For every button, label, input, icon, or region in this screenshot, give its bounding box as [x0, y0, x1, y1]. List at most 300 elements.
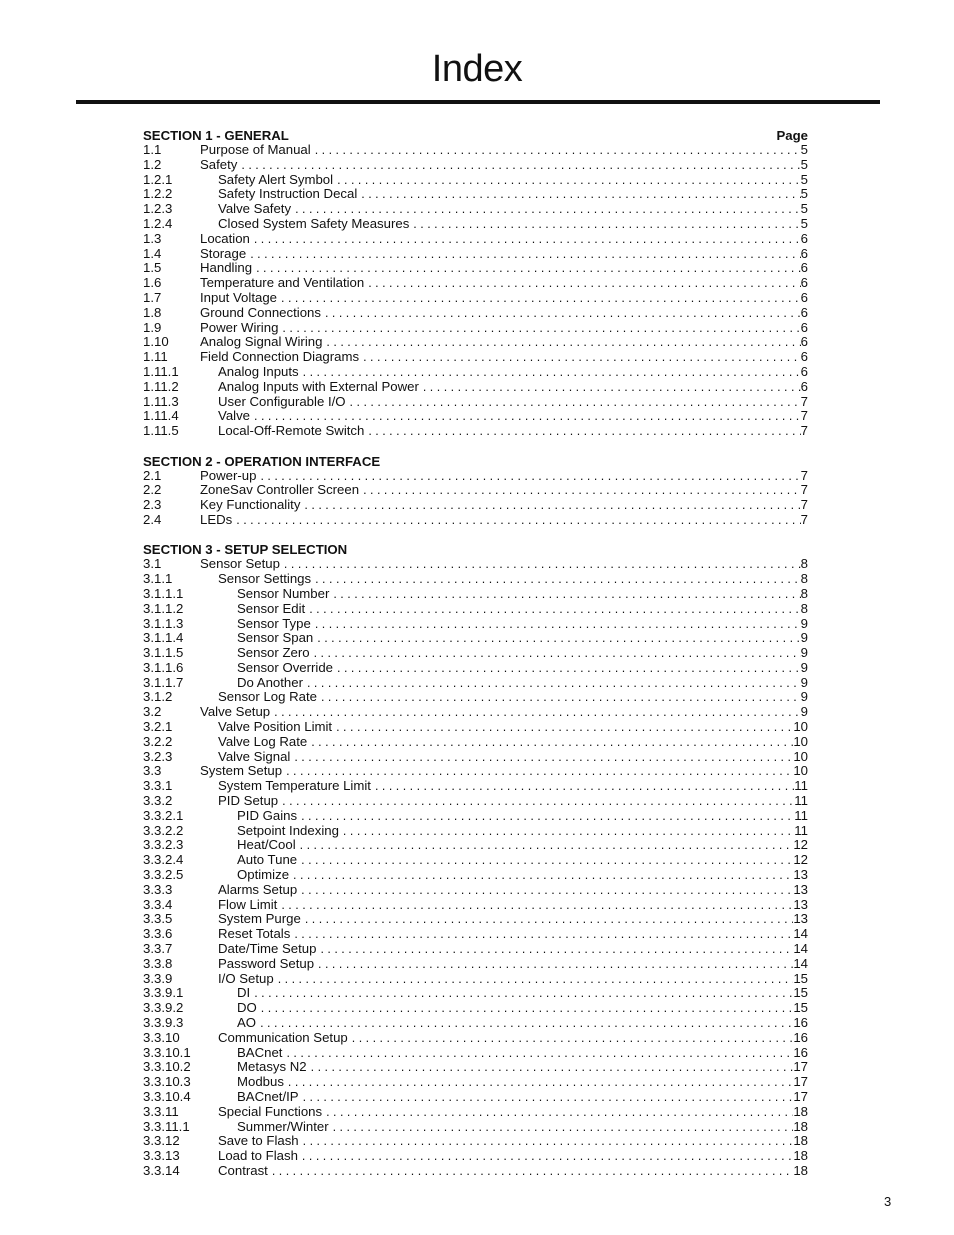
- dot-leader: [363, 350, 801, 365]
- dot-leader: [304, 498, 800, 513]
- toc-entry-number: 1.2.3: [143, 201, 173, 217]
- toc-entry-label: Safety Instruction Decal: [218, 187, 358, 202]
- toc-entry-label: Communication Setup: [218, 1030, 348, 1045]
- toc-entry-number: 1.11.2: [143, 378, 179, 394]
- dot-leader: [303, 365, 801, 380]
- toc-entry-label: System Setup: [200, 764, 283, 779]
- toc-entry[interactable]: [143, 838, 808, 853]
- toc-entry-label: Local-Off-Remote Switch: [218, 424, 365, 439]
- title-rule: [76, 100, 880, 104]
- toc-entry-number: 3.1.1.1: [143, 585, 184, 601]
- toc-entry-page: 7: [800, 483, 808, 498]
- toc-entry-label: Do Another: [237, 675, 303, 690]
- toc-entry-line: [237, 1075, 808, 1090]
- toc-entry-label: Input Voltage: [200, 290, 277, 305]
- toc-entry[interactable]: [143, 1031, 808, 1046]
- toc-entry-label: Valve Setup: [200, 705, 271, 720]
- toc-entry[interactable]: [143, 1105, 808, 1120]
- toc-entry-line: [218, 720, 808, 735]
- toc-entry-label: Analog Inputs with External Power: [218, 379, 419, 394]
- toc-entry-label: Alarms Setup: [218, 882, 298, 897]
- toc-entry-line: [218, 927, 808, 942]
- toc-entry[interactable]: [143, 676, 808, 691]
- toc-entry-page: 7: [800, 424, 808, 439]
- toc-entry[interactable]: [143, 1120, 808, 1135]
- toc-entry-line: [218, 912, 808, 927]
- toc-entry[interactable]: [143, 942, 808, 957]
- toc-entry[interactable]: [143, 572, 808, 587]
- toc-entry-line: [218, 380, 808, 395]
- dot-leader: [241, 158, 800, 173]
- toc-entry-number: 3.3.2.5: [143, 867, 184, 883]
- dot-leader: [343, 824, 794, 839]
- toc-entry-line: [237, 809, 808, 824]
- toc-entry-line: [237, 868, 808, 883]
- toc-entry[interactable]: [143, 350, 808, 365]
- dot-leader: [293, 868, 793, 883]
- toc-entry-number: 3.3.1: [143, 778, 173, 794]
- toc-entry-line: [218, 794, 808, 809]
- toc-entry-page: 7: [800, 468, 808, 483]
- toc-entry[interactable]: [143, 794, 808, 809]
- toc-entry-page: 17: [793, 1060, 808, 1075]
- toc-entry-line: [218, 572, 808, 587]
- toc-entry[interactable]: [143, 557, 808, 572]
- toc-entry[interactable]: [143, 972, 808, 987]
- toc-entry-label: Reset Totals: [218, 927, 291, 942]
- toc-entry-number: 3.3.2.1: [143, 807, 184, 823]
- toc-entry[interactable]: [143, 912, 808, 927]
- toc-entry-line: [200, 335, 808, 350]
- toc-entry[interactable]: [143, 883, 808, 898]
- page-title: Index: [431, 48, 523, 90]
- toc-entry[interactable]: [143, 779, 808, 794]
- toc-entry-label: PID Gains: [237, 808, 298, 823]
- toc-entry-line: [218, 690, 808, 705]
- toc-entry-page: 11: [794, 779, 808, 794]
- dot-leader: [318, 957, 793, 972]
- section-heading: [143, 128, 808, 143]
- toc-entry-page: 6: [800, 320, 808, 335]
- toc-entry-number: 3.3.2.2: [143, 822, 184, 838]
- toc-entry-label: DI: [237, 986, 251, 1001]
- toc-entry[interactable]: [143, 483, 808, 498]
- toc-entry-number: 1.5: [143, 260, 162, 276]
- toc-entry-line: [237, 1090, 808, 1105]
- toc-entry-number: 3.3.2.4: [143, 852, 184, 868]
- toc-entry-number: 3.3.9.1: [143, 985, 184, 1001]
- dot-leader: [295, 202, 801, 217]
- toc-entry-label: Heat/Cool: [237, 838, 296, 853]
- toc-entry[interactable]: [143, 261, 808, 276]
- toc-entry-page: 15: [793, 1001, 808, 1016]
- toc-entry[interactable]: [143, 720, 808, 735]
- toc-entry-label: Closed System Safety Measures: [218, 216, 410, 231]
- toc-entry-label: Valve Position Limit: [218, 720, 333, 735]
- dot-leader: [375, 779, 794, 794]
- toc-entry-label: Valve Safety: [218, 202, 292, 217]
- dot-leader: [254, 986, 793, 1001]
- toc-entry-page: 12: [793, 838, 808, 853]
- toc-entry-number: 3.1: [143, 556, 162, 572]
- toc-entry-line: [237, 631, 808, 646]
- page-column-header: Page: [776, 128, 808, 143]
- toc-entry-line: [218, 942, 808, 957]
- toc-entry-line: [218, 1031, 808, 1046]
- dot-leader: [274, 705, 801, 720]
- toc-entry-line: [218, 409, 808, 424]
- toc-entry-line: [237, 587, 808, 602]
- dot-leader: [350, 395, 801, 410]
- toc-entry-line: [218, 173, 808, 188]
- toc-entry-label: Metasys N2: [237, 1060, 307, 1075]
- dot-leader: [256, 261, 801, 276]
- dot-leader: [254, 232, 801, 247]
- toc-entry-page: 11: [794, 823, 808, 838]
- toc-entry-page: 16: [793, 1045, 808, 1060]
- toc-entry-line: [218, 972, 808, 987]
- toc-entry-line: [200, 513, 808, 528]
- toc-entry-number: 1.4: [143, 245, 162, 261]
- toc-entry-line: [218, 365, 808, 380]
- toc-entry-number: 1.11.4: [143, 408, 179, 424]
- toc-entry-page: 8: [800, 572, 808, 587]
- toc-entry-number: 1.9: [143, 319, 162, 335]
- toc-entry-page: 6: [800, 364, 808, 379]
- toc-entry[interactable]: [143, 735, 808, 750]
- toc-entry-line: [200, 247, 808, 262]
- dot-leader: [368, 276, 800, 291]
- dot-leader: [314, 646, 801, 661]
- toc-entry-page: 14: [793, 927, 808, 942]
- toc-entry[interactable]: [143, 380, 808, 395]
- toc-entry-label: Save to Flash: [218, 1134, 299, 1149]
- toc-entry[interactable]: [143, 395, 808, 410]
- toc-entry-line: [237, 646, 808, 661]
- toc-entry-number: 1.11: [143, 349, 168, 365]
- toc-entry-label: Sensor Log Rate: [218, 690, 317, 705]
- toc-entry[interactable]: [143, 1016, 808, 1031]
- toc-entry[interactable]: [143, 335, 808, 350]
- section-spacer: [143, 439, 808, 454]
- toc-entry[interactable]: [143, 276, 808, 291]
- toc-entry-number: 3.3.11: [143, 1103, 179, 1119]
- toc-entry-label: BACnet/IP: [237, 1090, 299, 1104]
- toc-entry-label: Sensor Number: [237, 586, 330, 601]
- dot-leader: [307, 676, 801, 691]
- dot-leader: [303, 1090, 794, 1105]
- toc-entry-line: [200, 705, 808, 720]
- toc-entry-line: [218, 1134, 808, 1149]
- toc-entry-line: [200, 261, 808, 276]
- toc-entry-page: 5: [800, 187, 808, 202]
- toc-entry[interactable]: [143, 1060, 808, 1075]
- dot-leader: [363, 483, 801, 498]
- toc-entry[interactable]: [143, 587, 808, 602]
- toc-entry[interactable]: [143, 469, 808, 484]
- toc-entry-page: 13: [793, 912, 808, 927]
- dot-leader: [261, 1001, 794, 1016]
- toc-entry-label: Analog Signal Wiring: [200, 335, 323, 350]
- dot-leader: [315, 572, 801, 587]
- toc-entry-page: 18: [793, 1134, 808, 1149]
- toc-entry[interactable]: [143, 690, 808, 705]
- dot-leader: [321, 690, 801, 705]
- toc-entry-line: [200, 306, 808, 321]
- toc-entry-label: Date/Time Setup: [218, 942, 317, 957]
- toc-entry-label: AO: [237, 1016, 257, 1031]
- dot-leader: [301, 883, 793, 898]
- toc-entry-number: 3.3.8: [143, 955, 173, 971]
- toc-entry-number: 3.1.1: [143, 571, 173, 587]
- toc-entry-page: 10: [793, 720, 808, 735]
- toc-entry[interactable]: [143, 173, 808, 188]
- dot-leader: [337, 661, 801, 676]
- toc-entry[interactable]: [143, 187, 808, 202]
- toc-entry-number: 3.3.11.1: [143, 1118, 190, 1134]
- toc-entry-number: 1.6: [143, 275, 162, 291]
- dot-leader: [303, 1134, 794, 1149]
- section-spacer: [143, 528, 808, 543]
- toc-entry-page: 9: [800, 616, 808, 631]
- toc-entry-line: [237, 1120, 808, 1135]
- toc-entry-line: [200, 557, 808, 572]
- toc-entry-label: Contrast: [218, 1163, 268, 1178]
- dot-leader: [423, 380, 801, 395]
- toc-entry[interactable]: [143, 143, 808, 158]
- toc-entry[interactable]: [143, 824, 808, 839]
- toc-entry[interactable]: [143, 1134, 808, 1149]
- toc-entry[interactable]: [143, 809, 808, 824]
- toc-entry-page: 6: [800, 276, 808, 291]
- toc-entry-number: 3.3.10.3: [143, 1074, 191, 1090]
- toc-entry-label: Special Functions: [218, 1104, 323, 1119]
- toc-entry-line: [200, 469, 808, 484]
- toc-entry[interactable]: [143, 498, 808, 513]
- toc-entry-number: 3.3.7: [143, 941, 173, 957]
- toc-entry-label: Location: [200, 231, 250, 246]
- toc-entry-page: 16: [793, 1030, 808, 1045]
- toc-entry[interactable]: [143, 646, 808, 661]
- toc-entry[interactable]: [143, 957, 808, 972]
- toc-entry-page: 16: [793, 1016, 808, 1031]
- toc-entry-page: 9: [800, 675, 808, 690]
- toc-entry-page: 13: [793, 897, 808, 912]
- toc-entry[interactable]: [143, 217, 808, 232]
- toc-entry-label: PID Setup: [218, 794, 279, 809]
- toc-entry-label: Safety Alert Symbol: [218, 172, 334, 187]
- toc-entry-line: [200, 483, 808, 498]
- toc-entry[interactable]: [143, 868, 808, 883]
- toc-entry-page: 17: [793, 1075, 808, 1090]
- toc-entry-number: 3.1.1.4: [143, 630, 184, 646]
- toc-entry-page: 14: [793, 956, 808, 971]
- toc-entry-line: [237, 676, 808, 691]
- toc-entry[interactable]: [143, 202, 808, 217]
- toc-entry[interactable]: [143, 365, 808, 380]
- toc-entry-line: [200, 276, 808, 291]
- toc-entry-line: [237, 1046, 808, 1061]
- toc-entry-line: [218, 883, 808, 898]
- dot-leader: [325, 306, 801, 321]
- toc-entry-page: 5: [800, 143, 808, 157]
- toc-entry-page: 6: [800, 379, 808, 394]
- toc-entry-label: Analog Inputs: [218, 364, 299, 379]
- toc-entry-page: 5: [800, 172, 808, 187]
- toc-entry-label: Summer/Winter: [237, 1119, 329, 1134]
- toc-entry-label: I/O Setup: [218, 971, 274, 986]
- toc-entry[interactable]: [143, 631, 808, 646]
- dot-leader: [281, 291, 801, 306]
- toc-entry-page: 6: [800, 246, 808, 261]
- section-heading-text: SECTION 1 - GENERAL: [143, 128, 289, 143]
- toc-entry-page: 11: [794, 808, 808, 823]
- toc-entry[interactable]: [143, 424, 808, 439]
- toc-entry-label: Sensor Settings: [218, 572, 312, 587]
- toc-entry-label: Setpoint Indexing: [237, 823, 339, 838]
- toc-entry-line: [200, 158, 808, 173]
- toc-entry-line: [237, 661, 808, 676]
- toc-entry-label: Ground Connections: [200, 305, 321, 320]
- toc-entry-number: 3.3.9: [143, 970, 173, 986]
- toc-entry[interactable]: [143, 764, 808, 779]
- toc-entry-number: 3.3: [143, 763, 162, 779]
- toc-entry[interactable]: [143, 321, 808, 336]
- toc-entry-label: System Temperature Limit: [218, 779, 371, 794]
- toc-entry-label: ZoneSav Controller Screen: [200, 483, 360, 498]
- toc-entry[interactable]: [143, 853, 808, 868]
- toc-entry-label: Safety: [200, 157, 238, 172]
- toc-entry[interactable]: [143, 705, 808, 720]
- toc-entry-label: Sensor Type: [237, 616, 311, 631]
- dot-leader: [317, 631, 800, 646]
- toc-entry-line: [218, 217, 808, 232]
- toc-entry-number: 1.11.3: [143, 393, 179, 409]
- toc-entry-label: BACnet: [237, 1045, 283, 1060]
- dot-leader: [333, 587, 800, 602]
- toc-entry[interactable]: [143, 898, 808, 913]
- section-heading: [143, 542, 808, 557]
- toc-entry[interactable]: [143, 1046, 808, 1061]
- dot-leader: [413, 217, 800, 232]
- toc-entry[interactable]: [143, 927, 808, 942]
- toc-entry-page: 10: [793, 749, 808, 764]
- toc-entry-label: Sensor Span: [237, 631, 314, 646]
- toc-entry-page: 9: [800, 705, 808, 720]
- section-heading-text: SECTION 2 - OPERATION INTERFACE: [143, 453, 381, 469]
- toc-entry-number: 3.3.9.2: [143, 1000, 184, 1016]
- dot-leader: [281, 898, 793, 913]
- toc-entry[interactable]: [143, 306, 808, 321]
- toc-entry-line: [218, 735, 808, 750]
- toc-entry-page: 10: [793, 734, 808, 749]
- toc-entry-number: 3.3.2: [143, 793, 173, 809]
- toc-entry-label: Valve Log Rate: [218, 734, 308, 749]
- dot-leader: [286, 764, 793, 779]
- toc-entry-number: 3.1.1.2: [143, 600, 184, 616]
- toc-entry[interactable]: [143, 602, 808, 617]
- toc-entry-line: [200, 498, 808, 513]
- toc-entry-page: 18: [793, 1149, 808, 1164]
- dot-leader: [326, 1105, 793, 1120]
- section-heading: [143, 454, 808, 469]
- toc-entry[interactable]: [143, 409, 808, 424]
- toc-entry[interactable]: [143, 247, 808, 262]
- toc-entry-page: 10: [793, 764, 808, 779]
- toc-entry-line: [218, 395, 808, 410]
- toc-entry-number: 1.2: [143, 156, 162, 172]
- toc-entry[interactable]: [143, 1001, 808, 1016]
- toc-entry[interactable]: [143, 1090, 808, 1105]
- toc-entry-page: 6: [800, 335, 808, 350]
- toc-entry-number: 1.1: [143, 142, 162, 157]
- toc-entry-line: [200, 143, 808, 158]
- toc-entry-label: Sensor Override: [237, 660, 334, 675]
- toc-entry-page: 8: [800, 557, 808, 572]
- toc-entry[interactable]: [143, 750, 808, 765]
- toc-entry[interactable]: [143, 513, 808, 528]
- toc-entry-line: [200, 291, 808, 306]
- toc-entry-line: [200, 764, 808, 779]
- dot-leader: [260, 469, 800, 484]
- toc-entry-label: Storage: [200, 246, 247, 261]
- dot-leader: [326, 335, 800, 350]
- toc-entry-label: User Configurable I/O: [218, 394, 346, 409]
- toc-entry-line: [237, 838, 808, 853]
- toc-entry[interactable]: [143, 232, 808, 247]
- toc-entry-label: Sensor Edit: [237, 601, 306, 616]
- toc-entry-line: [237, 853, 808, 868]
- dot-leader: [278, 972, 794, 987]
- toc-entry-line: [218, 779, 808, 794]
- toc-entry-page: 18: [793, 1163, 808, 1178]
- toc-entry[interactable]: [143, 1075, 808, 1090]
- dot-leader: [301, 853, 793, 868]
- toc-entry-label: Valve Signal: [218, 749, 291, 764]
- dot-leader: [368, 424, 800, 439]
- toc-entry-page: 6: [800, 261, 808, 276]
- toc-entry[interactable]: [143, 986, 808, 1001]
- toc-entry[interactable]: [143, 158, 808, 173]
- toc-entry[interactable]: [143, 291, 808, 306]
- dot-leader: [286, 1046, 793, 1061]
- dot-leader: [302, 1149, 793, 1164]
- dot-leader: [254, 409, 801, 424]
- toc-entry-line: [218, 750, 808, 765]
- dot-leader: [250, 247, 800, 262]
- toc-entry-number: 3.1.1.7: [143, 674, 184, 690]
- toc-entry-line: [237, 824, 808, 839]
- toc-entry-line: [237, 617, 808, 632]
- dot-leader: [282, 794, 794, 809]
- toc-entry-page: 9: [800, 660, 808, 675]
- toc-entry[interactable]: [143, 617, 808, 632]
- toc-entry-label: Key Functionality: [200, 498, 301, 513]
- toc-entry-line: [237, 1060, 808, 1075]
- toc-entry-number: 3.3.14: [143, 1162, 180, 1178]
- toc-entry[interactable]: [143, 1164, 808, 1179]
- toc-entry-page: 5: [800, 157, 808, 172]
- toc-entry[interactable]: [143, 1149, 808, 1164]
- toc-entry-page: 5: [800, 202, 808, 217]
- toc-entry-line: [237, 602, 808, 617]
- toc-entry-page: 18: [793, 1104, 808, 1119]
- toc-entry-page: 17: [793, 1090, 808, 1104]
- toc-entry-label: Power-up: [200, 468, 257, 483]
- toc-entry-line: [218, 187, 808, 202]
- toc-entry-number: 3.3.3: [143, 881, 173, 897]
- toc-entry[interactable]: [143, 661, 808, 676]
